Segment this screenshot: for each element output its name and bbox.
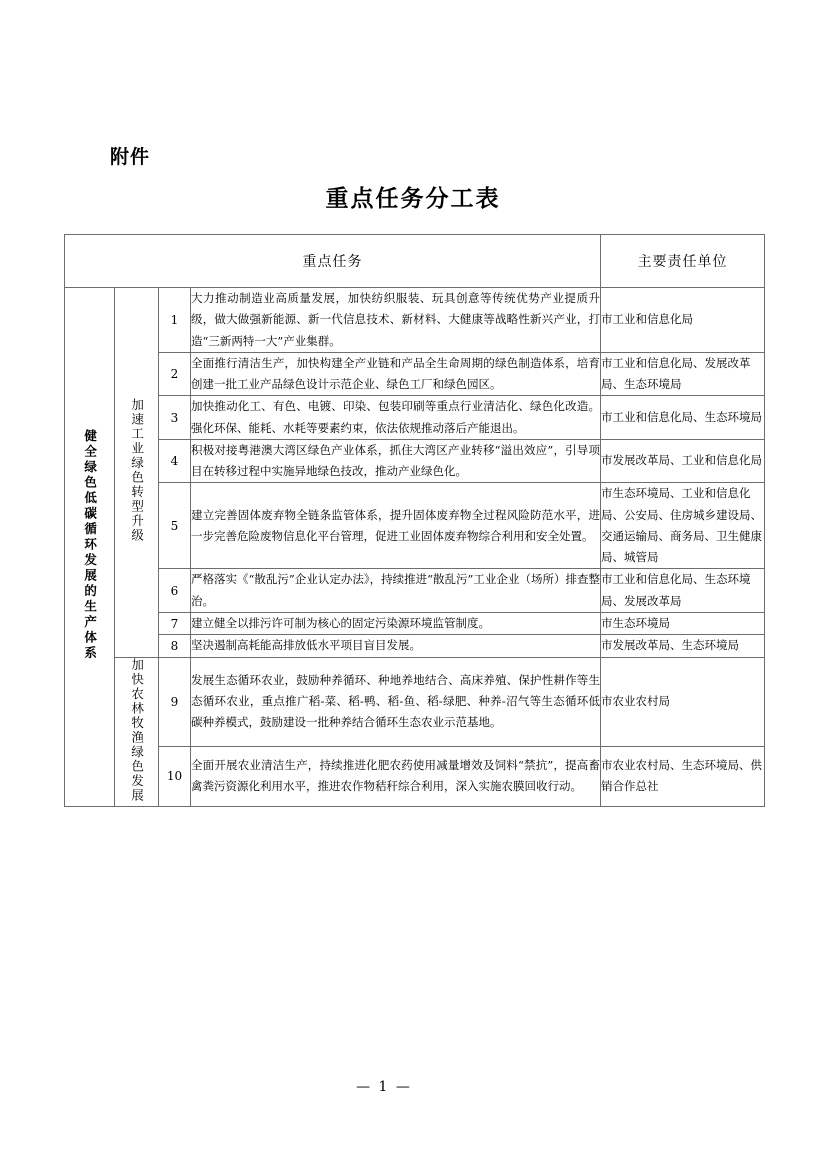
subcategory-cell — [115, 288, 159, 658]
row-number: 6 — [159, 569, 191, 613]
table-row — [65, 439, 765, 483]
task-description: 加快推动化工、有色、电镀、印染、包装印刷等重点行业清洁化、绿色化改造。强化环保、能耗、水耗等要素约束，依法依规推动落后产能退出。 — [191, 396, 601, 440]
task-description: 建立健全以排污许可制为核心的固定污染源环境监管制度。 — [191, 612, 601, 634]
responsible-unit: 市工业和信息化局、发展改革局、生态环境局 — [601, 352, 765, 396]
responsible-unit: 市发展改革局、生态环境局 — [601, 635, 765, 657]
task-description: 严格落实《“散乱污”企业认定办法》，持续推进“散乱污”工业企业（场所）排查整治。 — [191, 569, 601, 613]
table-row — [65, 483, 765, 569]
table-header-row — [65, 235, 765, 288]
task-description: 发展生态循环农业，鼓励种养循环、种地养地结合、高床养殖、保护性耕作等生态循环农业，重点推广稻-菜、稻-鸭、稻-鱼、稻-绿肥、种养-沼气等生态循环低碳种养模式，鼓励建设一批种养结合循环生态农业示范基地。 — [191, 657, 601, 746]
table-row — [65, 396, 765, 440]
key-tasks-table — [64, 234, 765, 807]
category-cell — [65, 288, 115, 807]
row-number: 9 — [159, 657, 191, 746]
task-description: 坚决遏制高耗能高排放低水平项目盲目发展。 — [191, 635, 601, 657]
table-row — [65, 288, 765, 353]
table-row — [65, 612, 765, 634]
row-number: 5 — [159, 483, 191, 569]
category-label: 健全绿色低碳循环发展的生产体系 — [82, 429, 98, 662]
task-description: 积极对接粤港澳大湾区绿色产业体系，抓住大湾区产业转移“溢出效应”，引导项目在转移过程中实施异地绿色技改，推动产业绿色化。 — [191, 439, 601, 483]
responsible-unit: 市工业和信息化局、生态环境局 — [601, 396, 765, 440]
row-number: 10 — [159, 746, 191, 806]
responsible-unit: 市工业和信息化局 — [601, 288, 765, 353]
table-row — [65, 746, 765, 806]
responsible-unit: 市生态环境局 — [601, 612, 765, 634]
row-number: 2 — [159, 352, 191, 396]
table-row — [65, 635, 765, 657]
responsible-unit: 市发展改革局、工业和信息化局 — [601, 439, 765, 483]
task-description: 全面推行清洁生产，加快构建全产业链和产品全生命周期的绿色制造体系，培育创建一批工业产品绿色设计示范企业、绿色工厂和绿色园区。 — [191, 352, 601, 396]
subcategory-label: 加快农林牧渔绿色发展 — [129, 657, 145, 803]
task-description: 建立完善固体废弃物全链条监管体系，提升固体废弃物全过程风险防范水平，进一步完善危险废物信息化平台管理，促进工业固体废弃物综合利用和安全处置。 — [191, 483, 601, 569]
subcategory-cell — [115, 657, 159, 806]
subcategory-label: 加速工业绿色转型升级 — [129, 398, 145, 544]
page-number: — 1 — — [356, 1079, 412, 1095]
responsible-unit: 市农业农村局 — [601, 657, 765, 746]
row-number: 1 — [159, 288, 191, 353]
header-responsible-units: 主要责任单位 — [601, 235, 765, 288]
task-description: 全面开展农业清洁生产，持续推进化肥农药使用减量增效及饲料“禁抗”，提高畜禽粪污资源化利用水平，推进农作物秸秆综合利用，深入实施农膜回收行动。 — [191, 746, 601, 806]
row-number: 7 — [159, 612, 191, 634]
row-number: 3 — [159, 396, 191, 440]
task-description: 大力推动制造业高质量发展，加快纺织服装、玩具创意等传统优势产业提质升级，做大做强新能源、新一代信息技术、新材料、大健康等战略性新兴产业，打造“三新两特一大”产业集群。 — [191, 288, 601, 353]
row-number: 4 — [159, 439, 191, 483]
attachment-label: 附件 — [110, 146, 151, 168]
responsible-unit: 市生态环境局、工业和信息化局、公安局、住房城乡建设局、交通运输局、商务局、卫生健康局、城管局 — [601, 483, 765, 569]
responsible-unit: 市工业和信息化局、生态环境局、发展改革局 — [601, 569, 765, 613]
responsible-unit: 市农业农村局、生态环境局、供销合作总社 — [601, 746, 765, 806]
header-key-tasks: 重点任务 — [65, 235, 601, 288]
page-title: 重点任务分工表 — [325, 186, 501, 212]
row-number: 8 — [159, 635, 191, 657]
table-row — [65, 569, 765, 613]
table-row — [65, 352, 765, 396]
table-row — [65, 657, 765, 746]
